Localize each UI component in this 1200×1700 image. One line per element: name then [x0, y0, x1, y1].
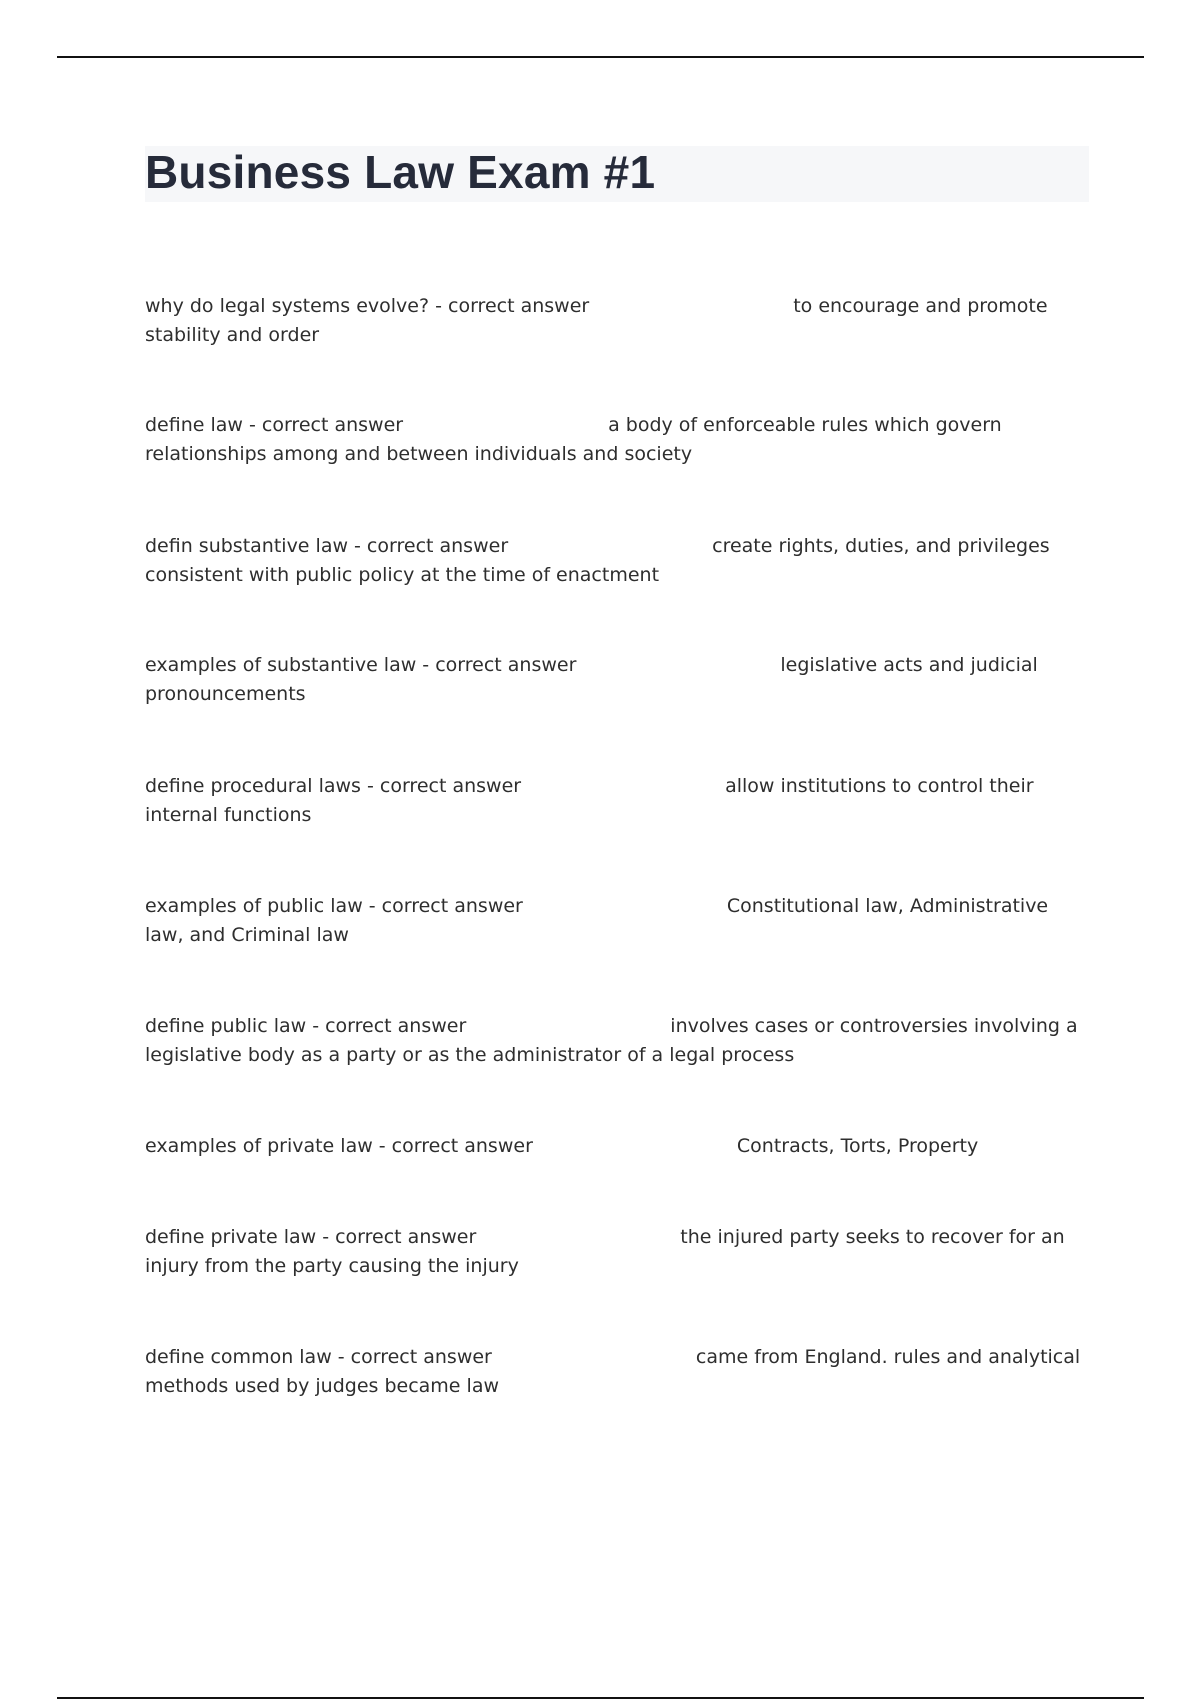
qa-item-2 — [145, 411, 1085, 469]
qa-item-8 — [145, 1132, 1085, 1161]
qa-answer: allow institutions to control their internal functions — [145, 775, 1034, 826]
qa-answer: legislative acts and judicial pronouncements — [145, 654, 1038, 705]
bottom-rule — [57, 1697, 1144, 1699]
qa-question: defin substantive law - correct answer — [145, 535, 509, 557]
qa-item-10 — [145, 1343, 1085, 1401]
qa-question: define public law - correct answer — [145, 1015, 467, 1037]
qa-item-1 — [145, 292, 1085, 350]
qa-answer: the injured party seeks to recover for an injury from the party causing the injury — [145, 1226, 1065, 1277]
qa-answer: a body of enforceable rules which govern relationships among and between individuals and society — [145, 414, 1002, 465]
qa-item-7 — [145, 1012, 1085, 1070]
qa-answer: came from England. rules and analytical methods used by judges became law — [145, 1346, 1081, 1397]
page-title: Business Law Exam #1 — [145, 146, 656, 198]
qa-item-6 — [145, 892, 1085, 950]
qa-question: examples of public law - correct answer — [145, 895, 523, 917]
qa-question: define common law - correct answer — [145, 1346, 492, 1368]
qa-question: examples of private law - correct answer — [145, 1135, 533, 1157]
qa-question: define law - correct answer — [145, 414, 404, 436]
qa-item-3 — [145, 532, 1085, 590]
qa-answer: create rights, duties, and privileges consistent with public policy at the time of enactment — [145, 535, 1050, 586]
qa-answer: Contracts, Torts, Property — [736, 1135, 979, 1157]
qa-item-5 — [145, 772, 1085, 830]
qa-answer: Constitutional law, Administrative law, and Criminal law — [145, 895, 1049, 946]
qa-item-9 — [145, 1223, 1085, 1281]
qa-question: define procedural laws - correct answer — [145, 775, 522, 797]
qa-question: why do legal systems evolve? - correct answer — [145, 295, 590, 317]
top-rule — [57, 56, 1144, 58]
qa-question: examples of substantive law - correct answer — [145, 654, 577, 676]
qa-answer: involves cases or controversies involving a legislative body as a party or as the administrator of a legal process — [145, 1015, 1078, 1066]
qa-question: define private law - correct answer — [145, 1226, 477, 1248]
qa-answer: to encourage and promote stability and order — [145, 295, 1048, 346]
qa-item-4 — [145, 651, 1085, 709]
